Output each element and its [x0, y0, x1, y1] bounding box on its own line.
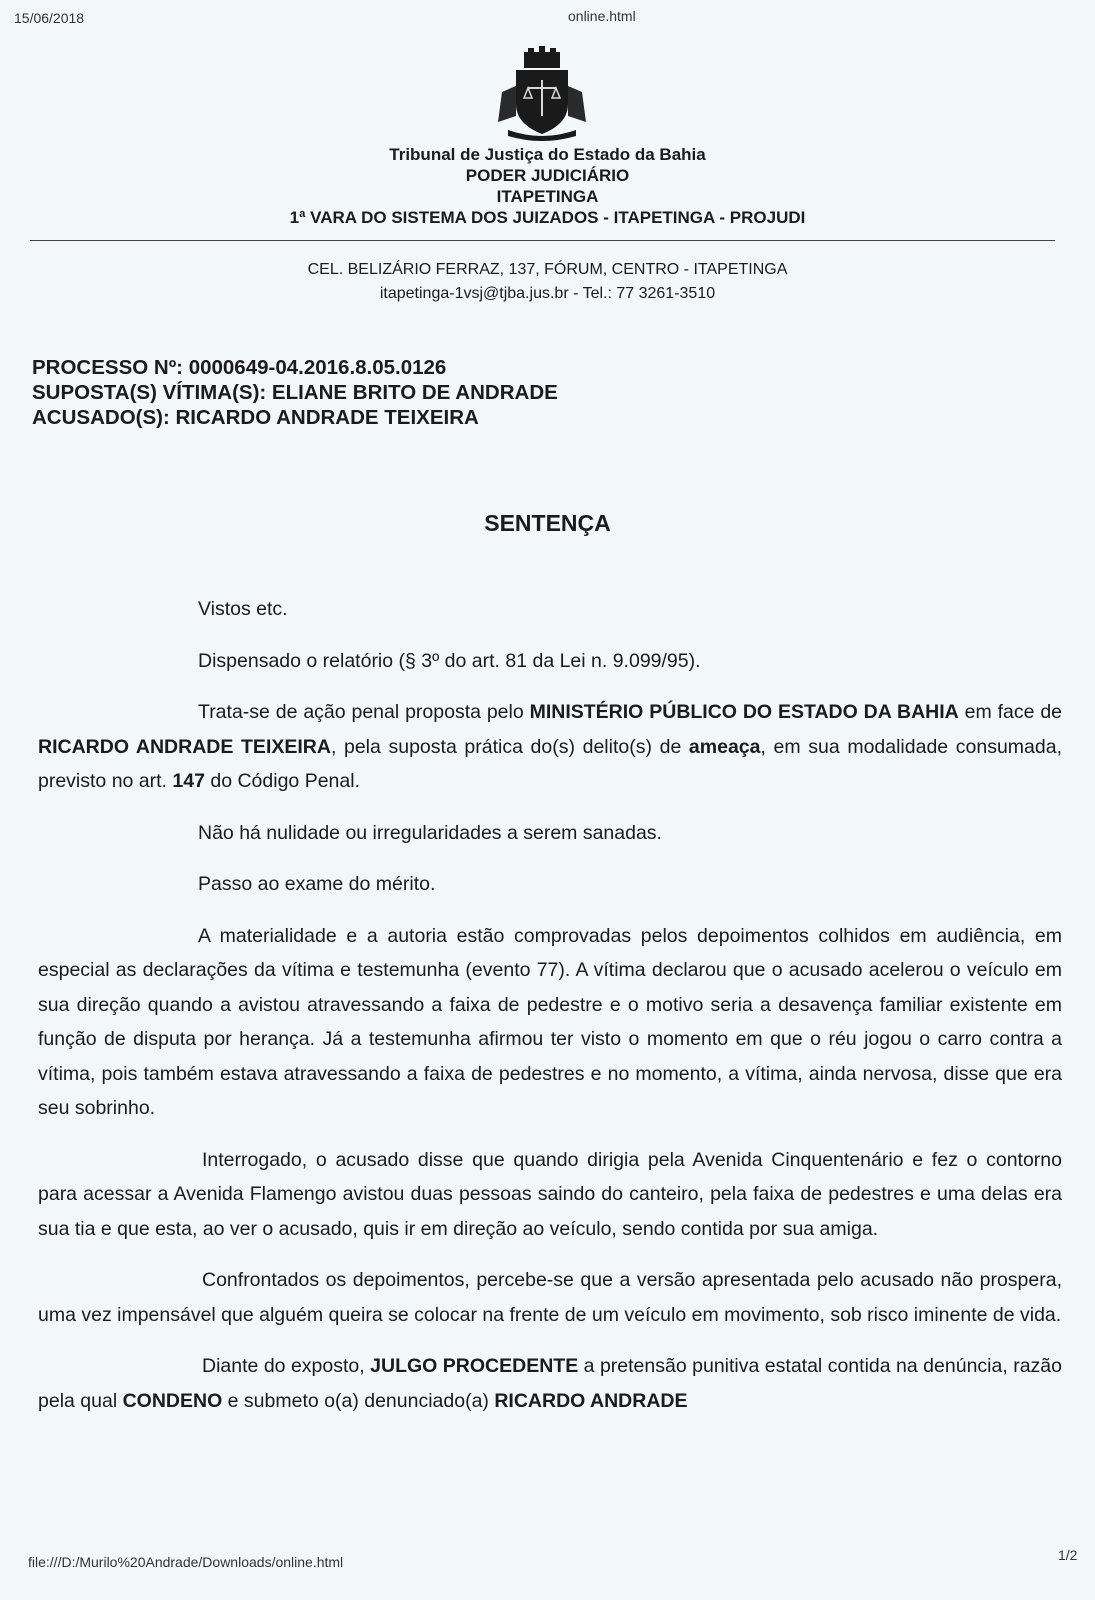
page-number: 1/2	[1058, 1547, 1078, 1563]
court-header	[0, 144, 1095, 228]
coat-of-arms-icon	[494, 46, 590, 142]
document-title: SENTENÇA	[484, 510, 611, 536]
paragraph-case: Trata-se de ação penal proposta pelo MINISTÉRIO PÚBLICO DO ESTADO DA BAHIA em face de RICARDO ANDRADE TEIXEIRA, pela suposta prática do(s) delito(s) de ameaça, em sua modalidade consumada, previsto no art. 147 do Código Penal.	[38, 701, 1063, 792]
address-line: CEL. BELIZÁRIO FERRAZ, 137, FÓRUM, CENTRO - ITAPETINGA	[307, 261, 788, 278]
sentence-body	[38, 592, 1062, 1435]
accused-name: ACUSADO(S): RICARDO ANDRADE TEIXEIRA	[32, 406, 479, 429]
paragraph-evidence: A materialidade e a autoria estão comprovadas pelos depoimentos colhidos em audiência, em especial as declarações da vítima e testemunha (evento 77). A vítima declarou que o acusado acelerou o veículo em sua direção quando a avistou atravessando a faixa de pedestre e o motivo seria a desavença familiar existente em função de disputa por herança. Já a testemunha afirmou ter visto o momento em que o réu jogou o carro contra a vítima, pois também estava atravessando a faixa de pedestres e no momento, a vítima, ainda nervosa, disse que era seu sobrinho.	[38, 924, 1062, 1119]
paragraph-nullity: Não há nulidade ou irregularidades a serem sanadas.	[198, 821, 662, 844]
court-name: Tribunal de Justiça do Estado da Bahia	[389, 145, 706, 164]
court-division: 1ª VARA DO SISTEMA DOS JUIZADOS - ITAPETINGA - PROJUDI	[289, 208, 806, 227]
header-divider	[30, 240, 1055, 241]
victim-name: SUPOSTA(S) VÍTIMA(S): ELIANE BRITO DE ANDRADE	[32, 381, 558, 404]
contact-line: itapetinga-1vsj@tjba.jus.br - Tel.: 77 3261-3510	[379, 285, 716, 302]
file-path: file:///D:/Murilo%20Andrade/Downloads/online.html	[28, 1554, 344, 1570]
paragraph-verdict: Diante do exposto, JULGO PROCEDENTE a pretensão punitiva estatal contida na denúncia, razão pela qual CONDENO e submeto o(a) denunciado(a) RICARDO ANDRADE	[38, 1355, 1062, 1412]
paragraph-opening: Vistos etc.	[198, 598, 288, 620]
paragraph-report: Dispensado o relatório (§ 3º do art. 81 da Lei n. 9.099/95).	[198, 649, 701, 672]
case-info	[32, 355, 558, 430]
paragraph-merit: Passo ao exame do mérito.	[198, 873, 436, 895]
paragraph-confrontation: Confrontados os depoimentos, percebe-se que a versão apresentada pelo acusado não prospera, uma vez impensável que alguém queira se colocar na frente de um veículo em movimento, sob risco iminente de vida.	[38, 1269, 1062, 1326]
print-title: online.html	[568, 8, 636, 24]
judiciary-power: PODER JUDICIÁRIO	[465, 166, 630, 185]
paragraph-interrogation: Interrogado, o acusado disse que quando dirigia pela Avenida Cinquentenário e fez o contorno para acessar a Avenida Flamengo avistou duas pessoas saindo do canteiro, pela faixa de pedestres e uma delas era sua tia e que esta, ao ver o acusado, quis ir em direção ao veículo, sendo contida por sua amiga.	[38, 1148, 1062, 1240]
print-date: 15/06/2018	[14, 10, 85, 26]
court-address	[0, 258, 1095, 306]
process-number: PROCESSO Nº: 0000649-04.2016.8.05.0126	[32, 356, 447, 379]
court-city: ITAPETINGA	[496, 187, 599, 206]
